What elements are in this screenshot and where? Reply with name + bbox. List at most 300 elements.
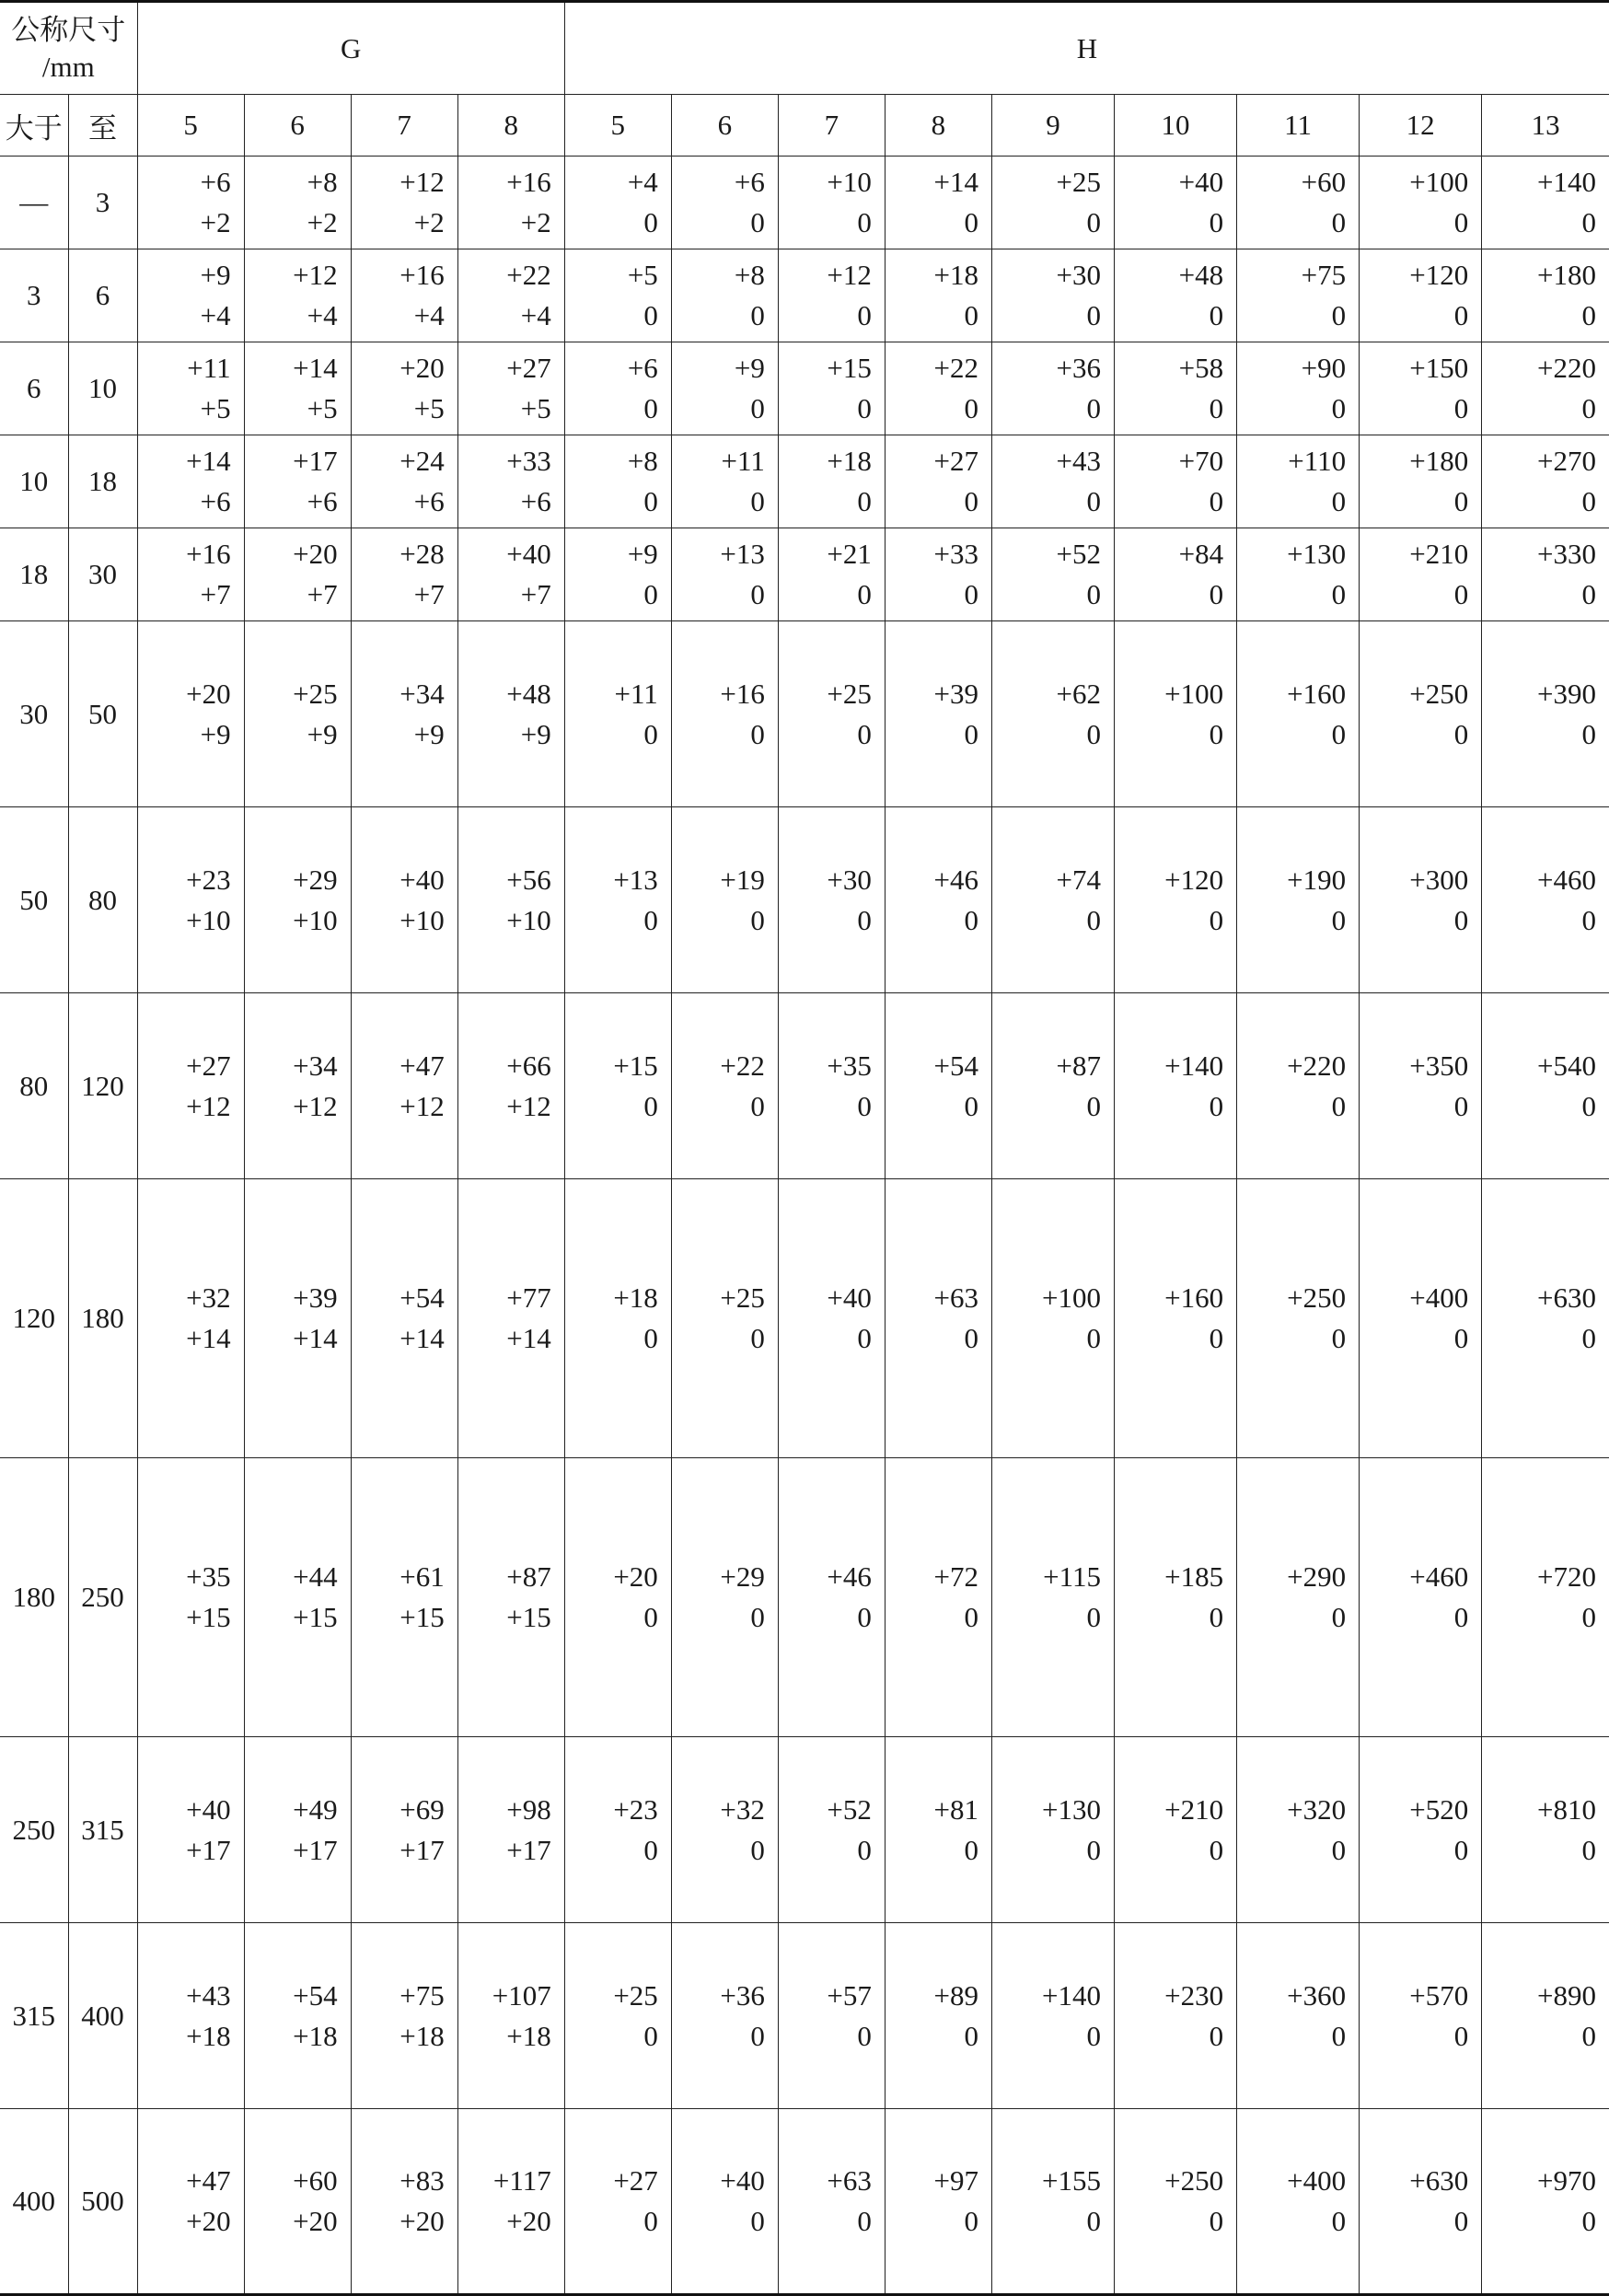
upper-deviation: +23	[613, 1792, 658, 1826]
deviation-cell	[1360, 435, 1482, 528]
lower-deviation: 0	[750, 485, 765, 517]
deviation-cell	[457, 621, 564, 807]
upper-deviation: +25	[720, 1281, 765, 1314]
deviation-cell	[1482, 249, 1609, 342]
lower-deviation: 0	[857, 1833, 872, 1866]
lower-deviation: +14	[293, 1322, 338, 1354]
lower-deviation: +9	[307, 717, 338, 750]
lower-deviation: 0	[1209, 2019, 1224, 2052]
deviation-cell	[1360, 1923, 1482, 2109]
lower-deviation: +18	[506, 2019, 551, 2052]
upper-deviation: +11	[187, 352, 231, 384]
upper-deviation: +350	[1409, 1049, 1469, 1082]
upper-deviation: +250	[1164, 2164, 1224, 2197]
upper-deviation: +210	[1164, 1792, 1224, 1826]
deviation-cell	[991, 621, 1114, 807]
upper-deviation: +190	[1287, 863, 1347, 896]
table-row	[0, 807, 1609, 993]
lower-deviation: +14	[186, 1322, 231, 1354]
lower-deviation: 0	[1331, 1322, 1347, 1354]
lower-deviation: 0	[1331, 485, 1347, 517]
lower-deviation: 0	[1209, 392, 1224, 424]
upper-deviation: +34	[399, 677, 445, 710]
upper-deviation: +49	[293, 1792, 338, 1826]
lower-deviation: 0	[1086, 717, 1102, 750]
deviation-cell	[778, 807, 885, 993]
size-to-cell: 80	[68, 807, 137, 993]
upper-deviation: +27	[186, 1049, 231, 1082]
lower-deviation: 0	[1086, 1322, 1102, 1354]
lower-deviation: +9	[520, 717, 551, 750]
upper-deviation: +107	[492, 1978, 551, 2012]
lower-deviation: 0	[1331, 392, 1347, 424]
lower-deviation: 0	[1453, 2205, 1469, 2237]
table-row	[0, 435, 1609, 528]
upper-deviation: +63	[827, 2164, 872, 2197]
upper-deviation: +83	[399, 2164, 445, 2197]
deviation-cell	[1237, 528, 1360, 621]
upper-deviation: +100	[1042, 1281, 1102, 1314]
upper-deviation: +54	[399, 1281, 445, 1314]
lower-deviation: 0	[964, 1601, 978, 1633]
lower-deviation: 0	[1086, 578, 1102, 610]
upper-deviation: +110	[1288, 445, 1347, 477]
upper-deviation: +24	[399, 445, 445, 477]
lower-deviation: 0	[750, 578, 765, 610]
deviation-cell	[457, 1179, 564, 1458]
upper-deviation: +130	[1042, 1792, 1102, 1826]
deviation-cell	[564, 1179, 671, 1458]
deviation-cell	[1360, 528, 1482, 621]
grade-header-h5: 5	[564, 95, 671, 157]
deviation-cell	[1115, 1458, 1237, 1737]
upper-deviation: +230	[1164, 1978, 1224, 2012]
lower-deviation: +4	[307, 299, 338, 331]
deviation-cell	[1237, 435, 1360, 528]
lower-deviation: 0	[857, 717, 872, 750]
size-from-cell: 180	[0, 1458, 68, 1737]
lower-deviation: +18	[399, 2019, 445, 2052]
upper-deviation: +15	[827, 352, 872, 384]
deviation-cell	[1115, 993, 1237, 1179]
size-to-cell: 10	[68, 342, 137, 435]
deviation-cell	[1360, 2109, 1482, 2295]
size-from-cell: 10	[0, 435, 68, 528]
deviation-cell	[457, 2109, 564, 2295]
upper-deviation: +20	[399, 352, 445, 384]
upper-deviation: +62	[1056, 677, 1102, 710]
lower-deviation: 0	[1331, 578, 1347, 610]
deviation-cell	[1482, 157, 1609, 249]
upper-deviation: +21	[827, 538, 872, 570]
lower-deviation: +5	[200, 392, 231, 424]
upper-deviation: +40	[399, 863, 445, 896]
upper-deviation: +52	[827, 1792, 872, 1826]
lower-deviation: 0	[750, 717, 765, 750]
deviation-cell	[351, 528, 457, 621]
upper-deviation: +460	[1537, 863, 1596, 896]
upper-deviation: +220	[1287, 1049, 1347, 1082]
lower-deviation: +10	[186, 903, 231, 936]
deviation-cell	[244, 435, 351, 528]
upper-deviation: +44	[293, 1560, 338, 1593]
lower-deviation: +20	[293, 2205, 338, 2237]
upper-deviation: +90	[1301, 352, 1347, 384]
table-row	[0, 157, 1609, 249]
deviation-cell	[1482, 2109, 1609, 2295]
deviation-cell	[564, 1737, 671, 1923]
size-from-cell: 18	[0, 528, 68, 621]
lower-deviation: 0	[643, 485, 658, 517]
deviation-cell	[1360, 157, 1482, 249]
deviation-cell	[671, 621, 778, 807]
deviation-cell	[564, 1923, 671, 2109]
upper-deviation: +150	[1409, 352, 1469, 384]
lower-deviation: 0	[750, 1601, 765, 1633]
size-to-cell: 500	[68, 2109, 137, 2295]
upper-deviation: +36	[1056, 352, 1102, 384]
grade-header-g6: 6	[244, 95, 351, 157]
table-row	[0, 1737, 1609, 1923]
lower-deviation: 0	[1086, 1089, 1102, 1122]
deviation-cell	[564, 342, 671, 435]
deviation-cell	[991, 1458, 1114, 1737]
deviation-cell	[671, 157, 778, 249]
lower-deviation: 0	[643, 1833, 658, 1866]
lower-deviation: 0	[1581, 578, 1596, 610]
lower-deviation: +5	[307, 392, 338, 424]
upper-deviation: +250	[1409, 677, 1469, 710]
lower-deviation: 0	[1209, 578, 1224, 610]
upper-deviation: +9	[627, 538, 658, 570]
lower-deviation: 0	[1209, 1833, 1224, 1866]
lower-deviation: 0	[857, 2019, 872, 2052]
upper-deviation: +27	[506, 352, 551, 384]
deviation-cell	[671, 435, 778, 528]
deviation-cell	[991, 435, 1114, 528]
upper-deviation: +13	[613, 863, 658, 896]
lower-deviation: 0	[643, 392, 658, 424]
lower-deviation: +10	[506, 903, 551, 936]
deviation-cell	[457, 1923, 564, 2109]
deviation-cell	[1237, 1179, 1360, 1458]
lower-deviation: 0	[1581, 2019, 1596, 2052]
group-h-header: H	[564, 2, 1609, 95]
deviation-cell	[244, 1923, 351, 2109]
deviation-cell	[1237, 807, 1360, 993]
upper-deviation: +22	[720, 1049, 765, 1082]
lower-deviation: 0	[1581, 2205, 1596, 2237]
lower-deviation: +17	[506, 1833, 551, 1866]
upper-deviation: +75	[399, 1978, 445, 2012]
lower-deviation: 0	[1581, 1833, 1596, 1866]
deviation-cell	[137, 1923, 244, 2109]
deviation-cell	[778, 435, 885, 528]
table-row	[0, 993, 1609, 1179]
upper-deviation: +8	[734, 259, 765, 291]
table-row	[0, 1923, 1609, 2109]
lower-deviation: 0	[964, 485, 978, 517]
deviation-cell	[137, 435, 244, 528]
deviation-cell	[564, 157, 671, 249]
deviation-cell	[137, 342, 244, 435]
lower-deviation: 0	[857, 2205, 872, 2237]
lower-deviation: +7	[307, 578, 338, 610]
upper-deviation: +16	[506, 166, 551, 198]
size-to-cell: 30	[68, 528, 137, 621]
lower-deviation: 0	[1581, 1322, 1596, 1354]
upper-deviation: +155	[1042, 2164, 1102, 2197]
deviation-cell	[885, 807, 991, 993]
lower-deviation: 0	[964, 2019, 978, 2052]
lower-deviation: 0	[750, 1322, 765, 1354]
lower-deviation: +20	[506, 2205, 551, 2237]
upper-deviation: +40	[1178, 166, 1224, 198]
upper-deviation: +320	[1287, 1792, 1347, 1826]
grade-header-h13: 13	[1482, 95, 1609, 157]
lower-deviation: +9	[413, 717, 445, 750]
lower-deviation: +4	[413, 299, 445, 331]
deviation-cell	[351, 1923, 457, 2109]
lower-deviation: +7	[200, 578, 231, 610]
deviation-cell	[457, 993, 564, 1179]
lower-deviation: 0	[964, 299, 978, 331]
from-header: 大于	[0, 95, 68, 157]
lower-deviation: 0	[750, 392, 765, 424]
lower-deviation: 0	[643, 2205, 658, 2237]
lower-deviation: 0	[1581, 299, 1596, 331]
lower-deviation: 0	[1453, 1601, 1469, 1633]
upper-deviation: +56	[506, 863, 551, 896]
lower-deviation: 0	[1209, 485, 1224, 517]
deviation-cell	[778, 621, 885, 807]
lower-deviation: 0	[1453, 1833, 1469, 1866]
upper-deviation: +25	[827, 677, 872, 710]
lower-deviation: +4	[520, 299, 551, 331]
size-from-cell: 250	[0, 1737, 68, 1923]
upper-deviation: +9	[734, 352, 765, 384]
lower-deviation: 0	[1581, 392, 1596, 424]
deviation-cell	[885, 528, 991, 621]
lower-deviation: 0	[857, 485, 872, 517]
deviation-cell	[457, 435, 564, 528]
to-header: 至	[68, 95, 137, 157]
upper-deviation: +6	[734, 166, 765, 198]
group-header-row	[0, 2, 1609, 95]
upper-deviation: +57	[827, 1978, 872, 2012]
lower-deviation: 0	[1331, 1601, 1347, 1633]
deviation-cell	[1482, 621, 1609, 807]
deviation-cell	[1237, 342, 1360, 435]
deviation-cell	[1237, 993, 1360, 1179]
lower-deviation: 0	[643, 299, 658, 331]
deviation-cell	[671, 2109, 778, 2295]
upper-deviation: +18	[827, 445, 872, 477]
upper-deviation: +46	[827, 1560, 872, 1593]
deviation-cell	[991, 342, 1114, 435]
deviation-cell	[351, 1179, 457, 1458]
lower-deviation: 0	[1453, 717, 1469, 750]
lower-deviation: +18	[293, 2019, 338, 2052]
upper-deviation: +60	[1301, 166, 1347, 198]
lower-deviation: 0	[643, 717, 658, 750]
lower-deviation: 0	[1209, 299, 1224, 331]
lower-deviation: +7	[413, 578, 445, 610]
lower-deviation: 0	[1209, 1089, 1224, 1122]
deviation-cell	[671, 1458, 778, 1737]
deviation-cell	[457, 157, 564, 249]
lower-deviation: 0	[1581, 1089, 1596, 1122]
deviation-cell	[885, 435, 991, 528]
lower-deviation: 0	[750, 206, 765, 238]
deviation-cell	[885, 621, 991, 807]
upper-deviation: +210	[1409, 538, 1469, 570]
deviation-cell	[1482, 993, 1609, 1179]
deviation-cell	[1360, 993, 1482, 1179]
upper-deviation: +25	[293, 677, 338, 710]
lower-deviation: +15	[186, 1601, 231, 1633]
upper-deviation: +400	[1409, 1281, 1469, 1314]
lower-deviation: +20	[399, 2205, 445, 2237]
deviation-cell	[564, 249, 671, 342]
lower-deviation: +10	[293, 903, 338, 936]
lower-deviation: 0	[643, 2019, 658, 2052]
deviation-cell	[1115, 2109, 1237, 2295]
upper-deviation: +115	[1043, 1560, 1102, 1593]
upper-deviation: +140	[1164, 1049, 1224, 1082]
table-row	[0, 249, 1609, 342]
upper-deviation: +87	[506, 1560, 551, 1593]
upper-deviation: +48	[506, 677, 551, 710]
upper-deviation: +47	[186, 2164, 231, 2197]
upper-deviation: +33	[933, 538, 978, 570]
lower-deviation: 0	[1581, 903, 1596, 936]
size-to-cell: 50	[68, 621, 137, 807]
upper-deviation: +18	[613, 1281, 658, 1314]
lower-deviation: 0	[857, 392, 872, 424]
deviation-cell	[778, 1737, 885, 1923]
upper-deviation: +220	[1537, 352, 1596, 384]
table-body	[0, 157, 1609, 2295]
table-row	[0, 2109, 1609, 2295]
deviation-cell	[137, 621, 244, 807]
grade-header-h12: 12	[1360, 95, 1482, 157]
table-row	[0, 621, 1609, 807]
upper-deviation: +22	[933, 352, 978, 384]
lower-deviation: +12	[186, 1089, 231, 1122]
upper-deviation: +250	[1287, 1281, 1347, 1314]
upper-deviation: +47	[399, 1049, 445, 1082]
lower-deviation: 0	[750, 1833, 765, 1866]
upper-deviation: +20	[293, 538, 338, 570]
lower-deviation: 0	[1331, 1833, 1347, 1866]
deviation-cell	[351, 621, 457, 807]
lower-deviation: +18	[186, 2019, 231, 2052]
lower-deviation: 0	[750, 299, 765, 331]
upper-deviation: +16	[399, 259, 445, 291]
deviation-cell	[244, 342, 351, 435]
upper-deviation: +270	[1537, 445, 1596, 477]
deviation-cell	[991, 249, 1114, 342]
deviation-cell	[1237, 1737, 1360, 1923]
upper-deviation: +60	[293, 2164, 338, 2197]
deviation-cell	[244, 157, 351, 249]
deviation-cell	[1237, 621, 1360, 807]
deviation-cell	[351, 249, 457, 342]
deviation-cell	[137, 807, 244, 993]
size-from-cell: 80	[0, 993, 68, 1179]
upper-deviation: +58	[1178, 352, 1224, 384]
deviation-cell	[778, 249, 885, 342]
lower-deviation: +15	[293, 1601, 338, 1633]
deviation-cell	[1115, 807, 1237, 993]
deviation-cell	[457, 249, 564, 342]
deviation-cell	[1360, 621, 1482, 807]
nominal-size-header	[0, 2, 137, 95]
deviation-cell	[1360, 1737, 1482, 1923]
deviation-cell	[1482, 435, 1609, 528]
lower-deviation: +2	[413, 206, 445, 238]
deviation-cell	[137, 157, 244, 249]
upper-deviation: +360	[1287, 1978, 1347, 2012]
lower-deviation: 0	[1086, 206, 1102, 238]
size-to-cell: 18	[68, 435, 137, 528]
upper-deviation: +400	[1287, 2164, 1347, 2197]
size-from-cell: 50	[0, 807, 68, 993]
upper-deviation: +12	[293, 259, 338, 291]
upper-deviation: +52	[1056, 538, 1102, 570]
upper-deviation: +6	[200, 166, 231, 198]
upper-deviation: +160	[1287, 677, 1347, 710]
deviation-cell	[1237, 157, 1360, 249]
upper-deviation: +18	[933, 259, 978, 291]
deviation-cell	[671, 993, 778, 1179]
upper-deviation: +11	[614, 677, 658, 710]
size-from-cell: 30	[0, 621, 68, 807]
lower-deviation: 0	[1581, 485, 1596, 517]
lower-deviation: +20	[186, 2205, 231, 2237]
deviation-cell	[778, 1458, 885, 1737]
nominal-size-label: 公称尺寸	[11, 13, 126, 46]
upper-deviation: +185	[1164, 1560, 1224, 1593]
lower-deviation: 0	[1453, 578, 1469, 610]
lower-deviation: 0	[643, 1089, 658, 1122]
deviation-cell	[778, 157, 885, 249]
upper-deviation: +180	[1537, 259, 1596, 291]
upper-deviation: +63	[933, 1281, 978, 1314]
lower-deviation: 0	[1581, 206, 1596, 238]
upper-deviation: +40	[720, 2164, 765, 2197]
deviation-cell	[1360, 1179, 1482, 1458]
deviation-cell	[244, 528, 351, 621]
upper-deviation: +14	[933, 166, 978, 198]
lower-deviation: 0	[1331, 1089, 1347, 1122]
deviation-cell	[1360, 342, 1482, 435]
lower-deviation: 0	[1453, 903, 1469, 936]
upper-deviation: +35	[186, 1560, 231, 1593]
upper-deviation: +19	[720, 863, 765, 896]
upper-deviation: +30	[827, 863, 872, 896]
grade-header-h8: 8	[885, 95, 991, 157]
upper-deviation: +97	[933, 2164, 978, 2197]
lower-deviation: 0	[857, 206, 872, 238]
deviation-cell	[885, 993, 991, 1179]
size-from-cell: 120	[0, 1179, 68, 1458]
lower-deviation: +6	[413, 485, 445, 517]
deviation-cell	[1237, 1458, 1360, 1737]
deviation-cell	[457, 1737, 564, 1923]
deviation-cell	[671, 528, 778, 621]
